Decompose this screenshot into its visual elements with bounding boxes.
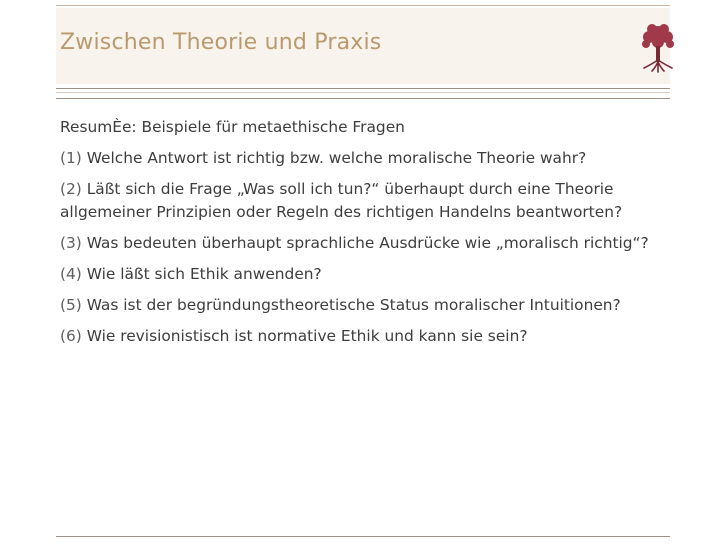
- question-number: (5): [60, 296, 82, 314]
- slide-subtitle: ResumÈe: Beispiele für metaethische Fragen: [60, 118, 405, 136]
- tree-icon: [638, 22, 678, 74]
- question-item: [60, 263, 672, 286]
- header-rule-bottom: [56, 98, 670, 99]
- top-rule: [56, 5, 670, 6]
- question-number: (4): [60, 265, 82, 283]
- question-item: [60, 325, 672, 348]
- question-item: [60, 294, 672, 317]
- question-item: [60, 178, 672, 224]
- question-text: Was bedeuten überhaupt sprachliche Ausdrücke wie „moralisch richtig“?: [81, 234, 649, 252]
- question-number: (2): [60, 180, 82, 198]
- slide-title: Zwischen Theorie und Praxis: [60, 30, 382, 55]
- question-text: Wie revisionistisch ist normative Ethik und kann sie sein?: [81, 327, 528, 345]
- question-text: Läßt sich die Frage „Was soll ich tun?“ überhaupt durch eine Theorie allgemeiner Prinzipien oder Regeln des richtigen Handelns beantworten?: [60, 180, 623, 221]
- question-number: (1): [60, 149, 82, 167]
- question-text: Wie läßt sich Ethik anwenden?: [81, 265, 322, 283]
- header-rule-middle: [56, 92, 670, 93]
- bottom-rule: [56, 536, 670, 537]
- header-rule-top: [56, 88, 670, 89]
- question-text: Welche Antwort ist richtig bzw. welche moralische Theorie wahr?: [81, 149, 587, 167]
- question-item: [60, 232, 672, 255]
- slide-content: [60, 116, 672, 356]
- question-number: (6): [60, 327, 82, 345]
- question-number: (3): [60, 234, 82, 252]
- question-item: [60, 147, 672, 170]
- question-text: Was ist der begründungstheoretische Status moralischer Intuitionen?: [81, 296, 621, 314]
